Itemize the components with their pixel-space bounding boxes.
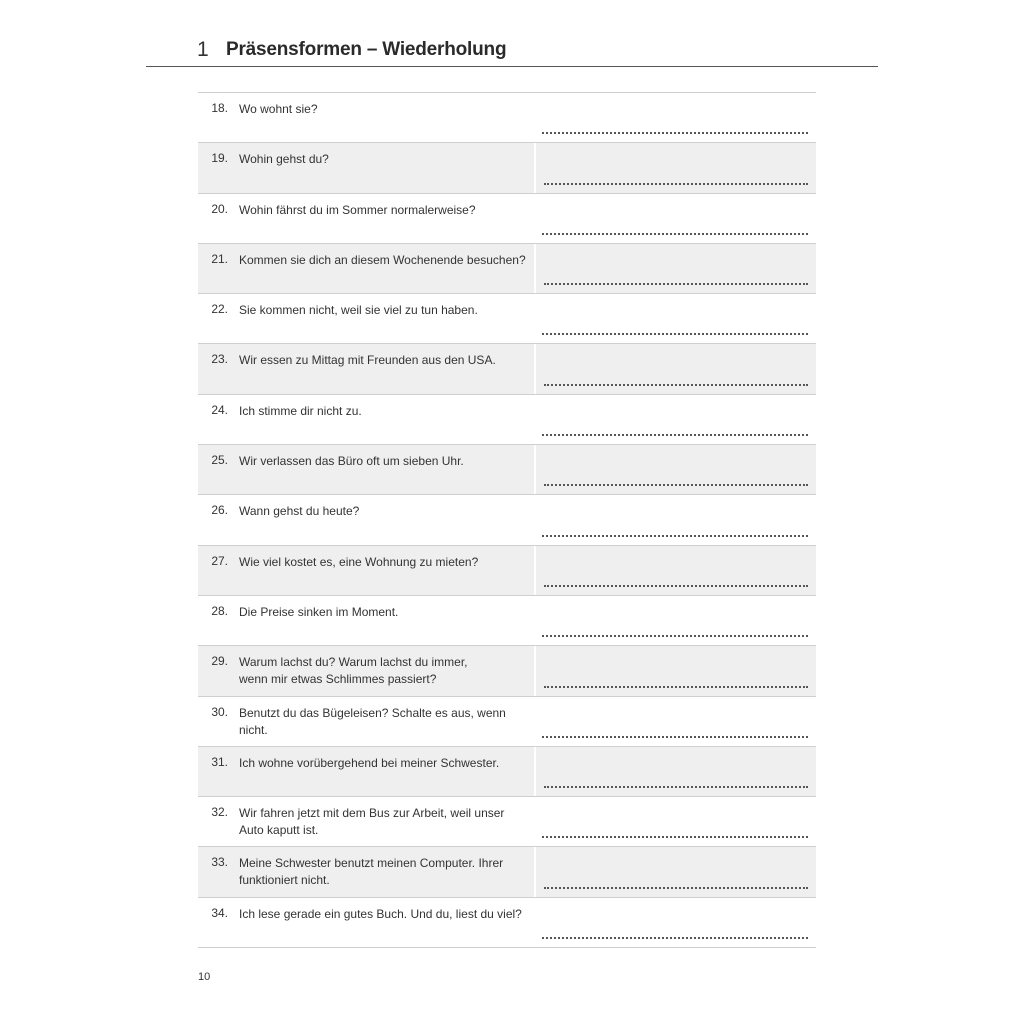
exercise-row-23 [198, 344, 816, 394]
exercise-number: 23. [211, 352, 228, 367]
exercise-number: 28. [211, 603, 228, 618]
answer-field[interactable] [534, 395, 816, 444]
answer-field[interactable] [534, 495, 816, 544]
chapter-title: Präsensformen – Wiederholung [226, 39, 507, 60]
exercise-number: 29. [211, 654, 228, 669]
answer-field[interactable] [534, 747, 816, 796]
exercise-sentence: Sie kommen nicht, weil sie viel zu tun haben. [239, 303, 478, 318]
exercise-number: 19. [211, 151, 228, 166]
answer-dotted-line [544, 786, 808, 788]
exercise-sentence: Wo wohnt sie? [239, 102, 318, 116]
answer-field[interactable] [534, 596, 816, 645]
exercise-number: 26. [211, 503, 228, 518]
exercise-row-18 [198, 93, 816, 143]
answer-field[interactable] [534, 797, 816, 846]
exercise-row-27 [198, 546, 816, 596]
exercise-row-29 [198, 646, 816, 696]
exercise-row-26 [198, 495, 816, 545]
exercise-sentence: Wir essen zu Mittag mit Freunden aus den USA. [239, 353, 496, 368]
exercise-sentence: Kommen sie dich an diesem Wochenende besuchen? [239, 252, 526, 267]
chapter-header [146, 34, 878, 67]
exercise-sentence: Wohin fährst du im Sommer normalerweise? [239, 202, 476, 217]
answer-dotted-line [542, 333, 808, 335]
exercise-row-24 [198, 395, 816, 445]
answer-field[interactable] [534, 194, 816, 243]
answer-dotted-line [542, 535, 808, 537]
answer-dotted-line [542, 233, 808, 235]
answer-field[interactable] [534, 143, 816, 192]
exercise-number: 31. [211, 754, 228, 769]
exercise-sentence: Die Preise sinken im Moment. [239, 604, 399, 619]
exercise-row-33 [198, 847, 816, 897]
answer-dotted-line [544, 686, 808, 688]
answer-field[interactable] [534, 344, 816, 393]
answer-dotted-line [542, 937, 808, 939]
answer-dotted-line [544, 585, 808, 587]
exercise-sentence: Wie viel kostet es, eine Wohnung zu mieten? [239, 554, 479, 569]
exercise-number: 30. [211, 704, 228, 719]
exercise-row-22 [198, 294, 816, 344]
exercise-row-28 [198, 596, 816, 646]
exercise-sentence: Warum lachst du? Warum lachst du immer, wenn mir etwas Schlimmes passiert? [239, 655, 468, 687]
exercise-sentence: Ich lese gerade ein gutes Buch. Und du, liest du viel? [239, 906, 522, 921]
exercise-sentence: Ich wohne vorübergehend bei meiner Schwester. [239, 755, 500, 770]
answer-dotted-line [542, 635, 808, 637]
exercise-sentence: Wohin gehst du? [239, 152, 329, 167]
exercise-row-34 [198, 898, 816, 948]
answer-dotted-line [544, 484, 808, 486]
exercise-number: 34. [211, 905, 228, 920]
answer-dotted-line [542, 836, 808, 838]
page-number: 10 [198, 971, 211, 983]
answer-dotted-line [544, 183, 808, 185]
answer-dotted-line [542, 132, 808, 134]
exercise-sentence: Benutzt du das Bügeleisen? Schalte es aus, wenn nicht. [239, 705, 506, 737]
answer-dotted-line [544, 384, 808, 386]
exercise-row-19 [198, 143, 816, 193]
exercise-sentence: Ich stimme dir nicht zu. [239, 403, 362, 418]
answer-field[interactable] [534, 847, 816, 896]
exercise-sentence: Wir verlassen das Büro oft um sieben Uhr. [239, 454, 464, 469]
exercise-number: 24. [211, 402, 228, 417]
answer-field[interactable] [534, 93, 816, 142]
chapter-number: 1 [197, 38, 209, 61]
exercise-number: 22. [211, 302, 228, 317]
exercise-number: 18. [211, 101, 228, 115]
exercise-table [198, 92, 816, 948]
exercise-sentence: Meine Schwester benutzt meinen Computer. Ihrer funktioniert nicht. [239, 856, 504, 888]
answer-field[interactable] [534, 294, 816, 343]
answer-field[interactable] [534, 898, 816, 947]
answer-field[interactable] [534, 697, 816, 746]
answer-dotted-line [542, 736, 808, 738]
exercise-number: 27. [211, 553, 228, 568]
exercise-number: 21. [211, 251, 228, 266]
answer-field[interactable] [534, 244, 816, 293]
exercise-row-32 [198, 797, 816, 847]
exercise-number: 33. [211, 855, 228, 870]
exercise-number: 32. [211, 805, 228, 820]
exercise-row-20 [198, 194, 816, 244]
answer-field[interactable] [534, 445, 816, 494]
exercise-row-30 [198, 697, 816, 747]
answer-dotted-line [544, 283, 808, 285]
exercise-row-31 [198, 747, 816, 797]
exercise-sentence: Wann gehst du heute? [239, 504, 360, 519]
answer-dotted-line [544, 887, 808, 889]
exercise-row-21 [198, 244, 816, 294]
answer-dotted-line [542, 434, 808, 436]
exercise-number: 20. [211, 201, 228, 216]
answer-field[interactable] [534, 546, 816, 595]
exercise-sentence: Wir fahren jetzt mit dem Bus zur Arbeit, weil unser Auto kaputt ist. [239, 806, 505, 838]
exercise-row-25 [198, 445, 816, 495]
answer-field[interactable] [534, 646, 816, 695]
exercise-number: 25. [211, 453, 228, 468]
